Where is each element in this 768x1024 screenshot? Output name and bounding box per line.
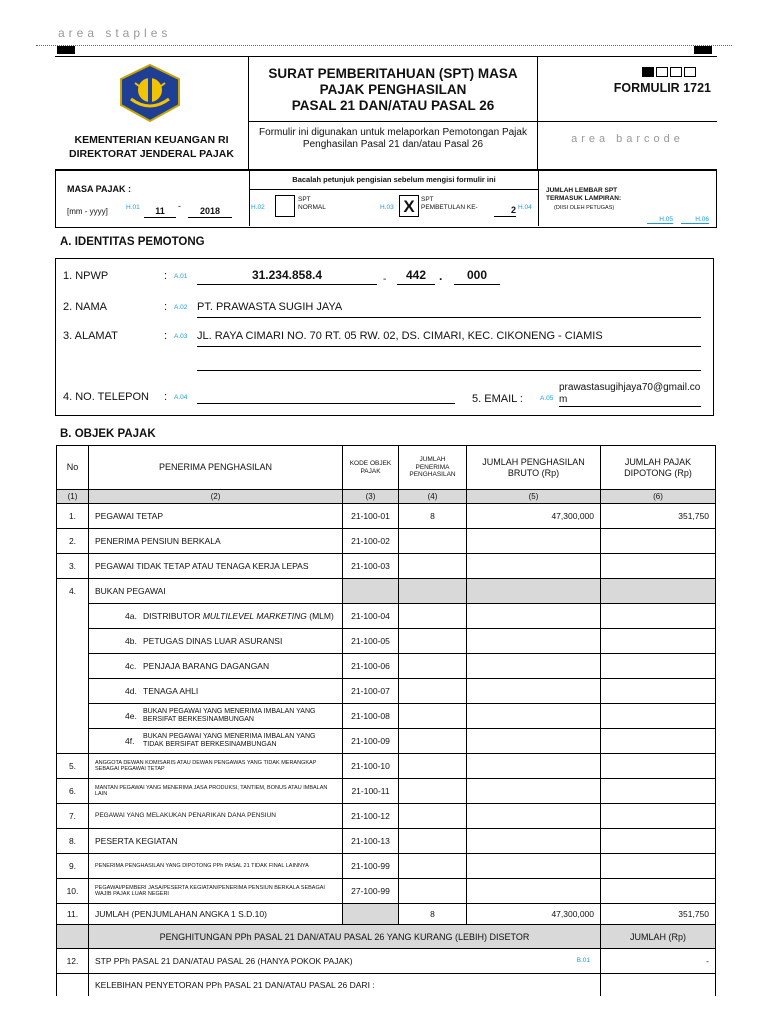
table-row xyxy=(57,879,716,904)
row-bruto-field[interactable] xyxy=(467,879,601,904)
colon: : xyxy=(164,301,168,313)
row-kode: 21-100-09 xyxy=(343,729,399,754)
email-label: 5. EMAIL : xyxy=(472,393,523,405)
alamat-field-line-2[interactable] xyxy=(197,370,701,371)
row-number: 2. xyxy=(57,529,89,554)
total-row xyxy=(57,904,716,925)
sub-prefix: 4a. xyxy=(125,611,137,621)
row-name-part: PENJAJA BARANG DAGANGAN xyxy=(143,661,270,671)
row-bruto-field[interactable] xyxy=(467,629,601,654)
instruction-text: Bacalah petunjuk pengisian sebelum mengisi formulir ini xyxy=(292,175,496,184)
row-kode: 21-100-07 xyxy=(343,679,399,704)
code-h04: H.04 xyxy=(518,204,532,211)
row-count-field[interactable] xyxy=(399,729,467,754)
row-kode: 21-100-99 xyxy=(343,854,399,879)
table-row xyxy=(57,754,716,779)
nama-label: 2. NAMA xyxy=(63,301,108,313)
divider xyxy=(538,121,717,122)
spt-pembetulan-label xyxy=(421,196,478,212)
colnum: (4) xyxy=(399,490,467,504)
alamat-label: 3. ALAMAT xyxy=(63,330,118,342)
row-name: ANGGOTA DEWAN KOMISARIS ATAU DEWAN PENGAWAS YANG TIDAK MERANGKAP SEBAGAI PEGAWAI TETAP xyxy=(89,754,343,779)
tax-period-label: MASA PAJAK : xyxy=(67,184,132,194)
spt-normal-label-line-2: NORMAL xyxy=(298,204,326,211)
row-kode-disabled xyxy=(343,579,399,604)
row-count-field[interactable] xyxy=(399,654,467,679)
row-number: 5. xyxy=(57,754,89,779)
row-pajak-field[interactable] xyxy=(601,879,716,904)
row-kode: 21-100-08 xyxy=(343,704,399,729)
tax-period-format: [mm - yyyy] xyxy=(67,207,108,216)
tax-period-row xyxy=(55,170,717,228)
table-row xyxy=(57,779,716,804)
row-number xyxy=(57,974,89,996)
header-form-id-block xyxy=(538,57,717,169)
tax-period-year-field[interactable]: 2018 xyxy=(188,206,232,218)
table-row xyxy=(57,504,716,529)
row-number: 1. xyxy=(57,504,89,529)
row-name-part: PETUGAS DINAS LUAR ASURANSI xyxy=(143,636,283,646)
table-row xyxy=(57,679,716,704)
tax-period-block xyxy=(56,171,249,226)
row-count-field[interactable] xyxy=(399,629,467,654)
row-kode: 21-100-05 xyxy=(343,629,399,654)
section-a-title: A. IDENTITAS PEMOTONG xyxy=(60,236,205,248)
row-pajak-field[interactable] xyxy=(601,554,716,579)
row-number: 6. xyxy=(57,779,89,804)
form-name: FORMULIR 1721 xyxy=(613,81,711,95)
row-bruto-field[interactable] xyxy=(467,529,601,554)
row-number: 10. xyxy=(57,879,89,904)
total-bruto-field[interactable]: 47,300,000 xyxy=(467,904,601,925)
row-number: 8. xyxy=(57,829,89,854)
row-pajak-field[interactable] xyxy=(601,729,716,754)
colnum: (2) xyxy=(89,490,343,504)
row-name xyxy=(89,604,343,629)
column-number-row xyxy=(57,490,716,504)
code-h03: H.03 xyxy=(380,204,394,211)
row-count-field[interactable] xyxy=(399,879,467,904)
colnum: (5) xyxy=(467,490,601,504)
row-value-field[interactable] xyxy=(601,974,716,996)
spt-type-block xyxy=(249,171,539,226)
row-pajak-field[interactable] xyxy=(601,654,716,679)
row-bruto-disabled xyxy=(467,579,601,604)
npwp-separator: . xyxy=(439,269,443,283)
colon: : xyxy=(164,330,168,342)
table-row xyxy=(57,554,716,579)
row-name: JUMLAH (PENJUMLAHAN ANGKA 1 S.D.10) xyxy=(89,904,343,925)
telepon-label: 4. NO. TELEPON xyxy=(63,391,149,403)
row-kode: 21-100-10 xyxy=(343,754,399,779)
row-name: PENERIMA PENGHASILAN YANG DIPOTONG PPh PASAL 21 TIDAK FINAL LAINNYA xyxy=(89,854,343,879)
spt-pembetulan-checkbox[interactable]: X xyxy=(399,195,419,217)
row-pajak-field[interactable] xyxy=(601,829,716,854)
row-name-part: TENAGA AHLI xyxy=(143,686,199,696)
page-count-label-line-2: TERMASUK LAMPIRAN: xyxy=(546,194,622,202)
table-row xyxy=(57,829,716,854)
row-count-field[interactable] xyxy=(399,529,467,554)
colon: : xyxy=(164,391,168,403)
form-subtitle: Formulir ini digunakan untuk melaporkan Pemotongan Pajak Penghasilan Pasal 21 dan/atau Pasal 26 xyxy=(259,127,527,150)
row-name: PEGAWAI/PEMBERI JASA/PESERTA KEGIATAN/PENERIMA PENSIUN BERKALA SEBAGAI WAJIB PAJAK LUAR NEGERI xyxy=(89,879,343,904)
row-count-field[interactable] xyxy=(399,754,467,779)
row-name: PESERTA KEGIATAN xyxy=(89,829,343,854)
table-row xyxy=(57,704,716,729)
form-title-line-2: PAJAK PENGHASILAN xyxy=(319,82,467,97)
header-penerima: PENERIMA PENGHASILAN xyxy=(89,446,343,490)
row-bruto-field[interactable] xyxy=(467,729,601,754)
row-bruto-field[interactable] xyxy=(467,679,601,704)
barcode-area-label: area barcode xyxy=(571,133,684,145)
form-title-line-1: SURAT PEMBERITAHUAN (SPT) MASA xyxy=(268,66,518,81)
tax-period-separator: - xyxy=(178,201,181,211)
row-count-field[interactable]: 8 xyxy=(399,504,467,529)
row-name: PEGAWAI YANG MELAKUKAN PENARIKAN DANA PENSIUN xyxy=(89,804,343,829)
colnum: (1) xyxy=(57,490,89,504)
sub-prefix: 4e. xyxy=(125,711,137,721)
row-name xyxy=(89,679,343,704)
header-jumlah-penerima: JUMLAH PENERIMA PENGHASILAN xyxy=(399,446,467,490)
npwp-part-1-field[interactable]: 31.234.858.4 xyxy=(197,268,377,285)
row-name: PEGAWAI TIDAK TETAP ATAU TENAGA KERJA LEPAS xyxy=(89,554,343,579)
row-number: 3. xyxy=(57,554,89,579)
summary-header-row xyxy=(57,925,716,949)
row-name xyxy=(89,949,601,974)
ministry-emblem-icon xyxy=(117,63,183,123)
telepon-field[interactable] xyxy=(197,403,455,404)
row-pajak-disabled xyxy=(601,579,716,604)
row-bruto-field[interactable]: 47,300,000 xyxy=(467,504,601,529)
total-count-field[interactable]: 8 xyxy=(399,904,467,925)
code-h01: H.01 xyxy=(126,204,140,211)
table-row xyxy=(57,949,716,974)
sub-prefix: 4d. xyxy=(125,686,137,696)
header-ministry-block xyxy=(55,57,248,169)
page-count-label xyxy=(546,187,621,202)
ministry-line-2: DIREKTORAT JENDERAL PAJAK xyxy=(69,148,234,160)
pembetulan-number-field[interactable]: 2 xyxy=(494,205,516,217)
section-b-title: B. OBJEK PAJAK xyxy=(60,428,156,440)
row-name-italic: MULTILEVEL MARKETING xyxy=(202,611,307,621)
table-row xyxy=(57,529,716,554)
summary-column-header: JUMLAH (Rp) xyxy=(601,925,716,949)
spt-pembetulan-label-line-2: PEMBETULAN KE- xyxy=(421,204,478,211)
identity-box xyxy=(55,258,714,416)
table-row xyxy=(57,629,716,654)
form-title xyxy=(249,66,537,114)
row-kode: 21-100-04 xyxy=(343,604,399,629)
row-pajak-field[interactable] xyxy=(601,604,716,629)
row-bruto-field[interactable] xyxy=(467,654,601,679)
table-row xyxy=(57,804,716,829)
row-bruto-field[interactable] xyxy=(467,829,601,854)
header-kode: KODE OBJEK PAJAK xyxy=(343,446,399,490)
row-bruto-field[interactable] xyxy=(467,779,601,804)
row-name-part: (MLM) xyxy=(306,611,334,621)
tax-period-month-field[interactable]: 11 xyxy=(144,206,176,218)
colnum: (3) xyxy=(343,490,399,504)
page-box-4 xyxy=(684,67,696,77)
row-pajak-field[interactable] xyxy=(601,804,716,829)
sub-prefix: 4b. xyxy=(125,636,137,646)
spt-normal-label xyxy=(298,196,326,212)
row-kode: 21-100-06 xyxy=(343,654,399,679)
row-number: 11. xyxy=(57,904,89,925)
sub-prefix: 4c. xyxy=(125,661,137,671)
row-kode: 21-100-01 xyxy=(343,504,399,529)
table-row xyxy=(57,604,716,629)
code-a02: A.02 xyxy=(174,304,188,311)
row-kode: 21-100-13 xyxy=(343,829,399,854)
row-bruto-field[interactable] xyxy=(467,854,601,879)
row-count-field[interactable] xyxy=(399,679,467,704)
corner-marker-right xyxy=(694,46,712,54)
row-count-field[interactable] xyxy=(399,604,467,629)
cut-line xyxy=(36,45,732,46)
nama-field[interactable]: PT. PRAWASTA SUGIH JAYA xyxy=(197,301,701,318)
code-a03: A.03 xyxy=(174,333,188,340)
row-count-field[interactable] xyxy=(399,854,467,879)
code-a01: A.01 xyxy=(174,273,188,280)
row-pajak-field[interactable] xyxy=(601,779,716,804)
row-name-part: DISTRIBUTOR xyxy=(143,611,203,621)
row-count-field[interactable] xyxy=(399,704,467,729)
row-name xyxy=(89,654,343,679)
row-pajak-field[interactable]: 351,750 xyxy=(601,504,716,529)
corner-marker-left xyxy=(57,46,75,54)
row-count-field[interactable] xyxy=(399,829,467,854)
table-row xyxy=(57,654,716,679)
summary-title: PENGHITUNGAN PPh PASAL 21 DAN/ATAU PASAL 26 YANG KURANG (LEBIH) DISETOR xyxy=(89,925,601,949)
code-a05: A.05 xyxy=(540,395,554,402)
row-kode: 21-100-02 xyxy=(343,529,399,554)
table-row xyxy=(57,974,716,996)
page-box-1 xyxy=(642,67,654,77)
row-pajak-field[interactable] xyxy=(601,679,716,704)
row-name: KELEBIHAN PENYETORAN PPh PASAL 21 DAN/ATAU PASAL 26 DARI : xyxy=(89,974,601,996)
ministry-name xyxy=(55,133,248,161)
row-number: 9. xyxy=(57,854,89,879)
row-number: 4. xyxy=(57,579,89,754)
form-title-line-3: PASAL 21 DAN/ATAU PASAL 26 xyxy=(291,98,495,113)
table-row xyxy=(57,854,716,879)
spt-pembetulan-label-line-1: SPT xyxy=(421,196,434,203)
row-pajak-field[interactable] xyxy=(601,754,716,779)
colon: : xyxy=(164,270,168,282)
table-row xyxy=(57,729,716,754)
table-row xyxy=(57,579,716,604)
row-name: PEGAWAI TETAP xyxy=(89,504,343,529)
row-kode: 21-100-12 xyxy=(343,804,399,829)
row-kode: 21-100-03 xyxy=(343,554,399,579)
row-number: 7. xyxy=(57,804,89,829)
npwp-separator: - xyxy=(383,274,387,285)
page-count-field-1[interactable]: H.05 xyxy=(647,216,673,224)
objek-pajak-table xyxy=(56,445,716,996)
header-dipotong: JUMLAH PAJAK DIPOTONG (Rp) xyxy=(601,446,716,490)
row-name: PENERIMA PENSIUN BERKALA xyxy=(89,529,343,554)
summary-blank xyxy=(57,925,89,949)
row-name-text: STP PPh PASAL 21 DAN/ATAU PASAL 26 (HANYA POKOK PAJAK) xyxy=(95,956,353,966)
page-box-2 xyxy=(656,67,668,77)
page-count-field-2[interactable]: H.06 xyxy=(681,216,709,224)
row-kode: 27-100-99 xyxy=(343,879,399,904)
alamat-field[interactable]: JL. RAYA CIMARI NO. 70 RT. 05 RW. 02, DS. CIMARI, KEC. CIKONENG - CIAMIS xyxy=(197,330,701,347)
page-count-label-line-1: JUMLAH LEMBAR SPT xyxy=(546,187,618,194)
row-kode-disabled xyxy=(343,904,399,925)
npwp-part-2-field[interactable]: 442 xyxy=(397,268,435,285)
header-bruto: JUMLAH PENGHASILAN BRUTO (Rp) xyxy=(467,446,601,490)
sub-prefix: 4f. xyxy=(125,736,135,746)
npwp-label: 1. NPWP xyxy=(63,270,109,282)
staples-area-label: area staples xyxy=(58,26,172,40)
row-pajak-field[interactable] xyxy=(601,629,716,654)
row-count-field[interactable] xyxy=(399,779,467,804)
colnum: (6) xyxy=(601,490,716,504)
total-pajak-field[interactable]: 351,750 xyxy=(601,904,716,925)
row-count-disabled xyxy=(399,579,467,604)
email-field[interactable]: prawastasugihjaya70@gmail.com xyxy=(559,382,701,405)
row-bruto-field[interactable] xyxy=(467,754,601,779)
page-count-note: (DIISI OLEH PETUGAS) xyxy=(554,205,615,211)
divider xyxy=(250,189,538,190)
spt-normal-label-line-1: SPT xyxy=(298,196,311,203)
header-no: No xyxy=(57,446,89,490)
code-b01: B.01 xyxy=(576,957,590,964)
row-name xyxy=(89,729,343,754)
row-name xyxy=(89,629,343,654)
page-count-block xyxy=(539,171,715,226)
code-h02: H.02 xyxy=(251,204,265,211)
row-count-field[interactable] xyxy=(399,804,467,829)
ministry-line-1: KEMENTERIAN KEUANGAN RI xyxy=(74,134,229,146)
row-kode: 21-100-11 xyxy=(343,779,399,804)
page-indicator xyxy=(642,67,696,77)
form-header xyxy=(55,56,717,170)
row-count-field[interactable] xyxy=(399,554,467,579)
row-name-part: BUKAN PEGAWAI YANG MENERIMA IMBALAN YANG BERSIFAT BERKESINAMBUNGAN xyxy=(143,708,316,723)
divider xyxy=(249,121,537,122)
row-bruto-field[interactable] xyxy=(467,704,601,729)
row-bruto-field[interactable] xyxy=(467,804,601,829)
row-name: MANTAN PEGAWAI YANG MENERIMA JASA PRODUKSI, TANTIEM, BONUS ATAU IMBALAN LAIN xyxy=(89,779,343,804)
row-number: 12. xyxy=(57,949,89,974)
row-pajak-field[interactable] xyxy=(601,529,716,554)
row-bruto-field[interactable] xyxy=(467,604,601,629)
row-pajak-field[interactable] xyxy=(601,704,716,729)
npwp-part-3-field[interactable]: 000 xyxy=(454,268,500,285)
row-bruto-field[interactable] xyxy=(467,554,601,579)
row-pajak-field[interactable] xyxy=(601,854,716,879)
row-name xyxy=(89,704,343,729)
row-name-part: BUKAN PEGAWAI YANG MENERIMA IMBALAN YANG TIDAK BERSIFAT BERKESINAMBUNGAN xyxy=(143,733,316,748)
stp-value-field[interactable]: - xyxy=(601,949,716,974)
page-box-3 xyxy=(670,67,682,77)
spt-normal-checkbox[interactable] xyxy=(275,195,295,217)
code-a04: A.04 xyxy=(174,394,188,401)
header-title-block xyxy=(248,57,538,169)
row-name: BUKAN PEGAWAI xyxy=(89,579,343,604)
